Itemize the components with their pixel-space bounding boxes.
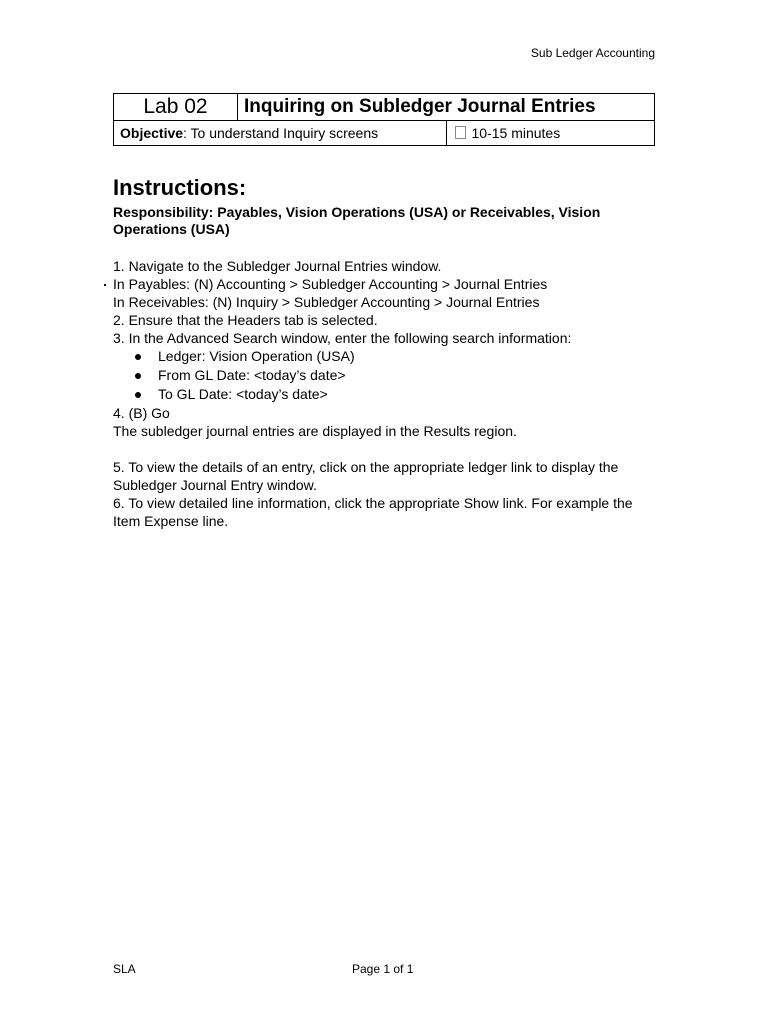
paragraph-gap: [113, 440, 658, 458]
bullet-icon: [135, 373, 141, 379]
responsibility-text: Responsibility: Payables, Vision Operations (USA) or Receivables, Vision Operations (USA): [113, 204, 601, 237]
list-item: [113, 347, 658, 366]
bullet-from-date: From GL Date: <today’s date>: [158, 367, 346, 383]
step-navigate: 1. Navigate to the Subledger Journal Entries window.: [113, 258, 442, 274]
page-header-title: Sub Ledger Accounting: [530, 46, 655, 60]
page-number: Page 1 of 1: [352, 962, 414, 976]
list-item: [113, 385, 658, 404]
lab-title: Inquiring on Subledger Journal Entries: [238, 94, 655, 121]
search-criteria-list: [113, 347, 658, 404]
step-view-entry-details: 5. To view the details of an entry, click on the appropriate ledger link to display the Subledger Journal Entry window.: [113, 459, 619, 493]
results-note: The subledger journal entries are displayed in the Results region.: [113, 423, 517, 439]
clock-icon: [455, 126, 466, 139]
step-view-line-information: 6. To view detailed line information, click the appropriate Show link. For example the Item Expense line.: [113, 495, 633, 529]
step-payables-path: [113, 275, 658, 293]
lab-info-table: [113, 93, 655, 146]
footer-label: SLA: [113, 962, 136, 976]
list-item: [113, 366, 658, 385]
lab-title-row: [114, 94, 655, 121]
bullet-icon: [135, 354, 141, 360]
step-go: 4. (B) Go: [113, 405, 170, 421]
lab-number: Lab 02: [114, 94, 238, 121]
objective-label: Objective: [120, 125, 184, 141]
step-advanced-search: 3. In the Advanced Search window, enter the following search information:: [113, 330, 572, 346]
instructions-section: [113, 174, 658, 530]
bullet-icon: [135, 392, 141, 398]
objective-row: [114, 121, 655, 146]
step-payables-path-text: In Payables: (N) Accounting > Subledger Accounting > Journal Entries: [113, 276, 548, 292]
step-headers-tab: 2. Ensure that the Headers tab is selected.: [113, 312, 378, 328]
objective-cell: [114, 121, 447, 146]
duration-cell: [446, 121, 655, 146]
bullet-to-date: To GL Date: <today’s date>: [158, 386, 328, 402]
duration-text: 10-15 minutes: [471, 125, 561, 141]
step-receivables-path: In Receivables: (N) Inquiry > Subledger Accounting > Journal Entries: [113, 294, 540, 310]
instructions-heading: Instructions:: [113, 175, 247, 200]
objective-text: : To understand Inquiry screens: [183, 125, 379, 141]
margin-dot-mark: [104, 284, 106, 286]
bullet-ledger: Ledger: Vision Operation (USA): [158, 348, 355, 364]
